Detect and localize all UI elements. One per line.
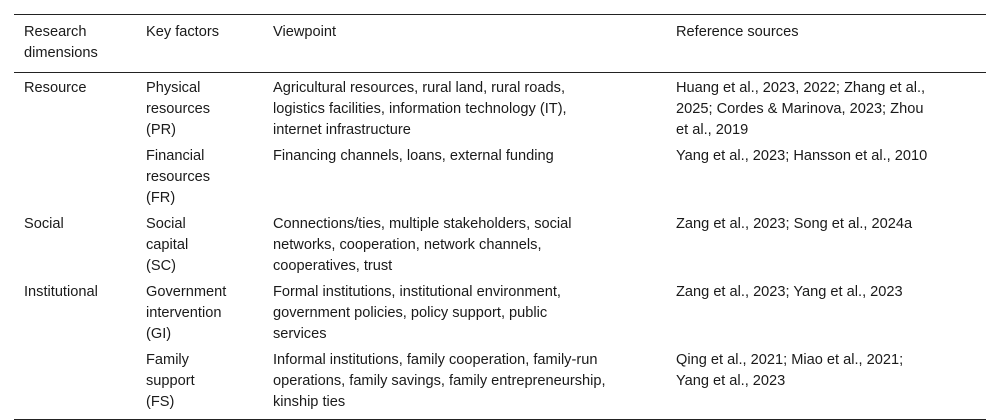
cell-viewpoint: Informal institutions, family cooperation, family-run operations, family savings, family entrepreneurship, kinship ties [263, 347, 666, 420]
header-research-dimensions: Research dimensions [14, 15, 136, 73]
cell-viewpoint: Connections/ties, multiple stakeholders, social networks, cooperation, network channels, cooperatives, trust [273, 216, 572, 274]
cell-viewpoint: Agricultural resources, rural land, rural roads, logistics facilities, information technology (IT), internet infrastructure [273, 80, 567, 138]
table-body [14, 73, 986, 420]
header-viewpoint: Viewpoint [263, 15, 666, 73]
cell-factor: Financial resources (FR) [146, 148, 211, 206]
cell-factor: Social capital (SC) [146, 216, 189, 274]
cell-dimension: Resource [24, 80, 87, 96]
cell-viewpoint: Formal institutions, institutional environment, government policies, policy support, public services [273, 284, 561, 342]
cell-dimension [14, 143, 136, 211]
cell-factor: Family support (FS) [136, 347, 263, 420]
cell-dimension: Social [24, 216, 64, 232]
cell-sources: Zang et al., 2023; Yang et al., 2023 [676, 284, 903, 300]
cell-dimension: Institutional [24, 284, 98, 300]
cell-dimension [14, 347, 136, 420]
table-row [14, 143, 986, 211]
factors-table [14, 14, 986, 420]
table-row [14, 211, 986, 279]
header-row [14, 15, 986, 73]
table-header [14, 15, 986, 73]
table-row [14, 279, 986, 347]
table-row [14, 347, 986, 420]
cell-factor: Physical resources (PR) [146, 80, 211, 138]
factors-table-container [14, 14, 986, 420]
header-reference-sources: Reference sources [666, 15, 986, 73]
cell-sources: Yang et al., 2023; Hansson et al., 2010 [676, 148, 928, 164]
cell-factor: Government intervention (GI) [146, 284, 227, 342]
header-key-factors: Key factors [136, 15, 263, 73]
cell-sources: Zang et al., 2023; Song et al., 2024a [676, 216, 913, 232]
cell-sources: Huang et al., 2023, 2022; Zhang et al., 2025; Cordes & Marinova, 2023; Zhou et al., 2019 [676, 80, 926, 138]
cell-sources: Qing et al., 2021; Miao et al., 2021; Yang et al., 2023 [666, 347, 986, 420]
cell-viewpoint: Financing channels, loans, external funding [273, 148, 554, 164]
table-row [14, 73, 986, 144]
